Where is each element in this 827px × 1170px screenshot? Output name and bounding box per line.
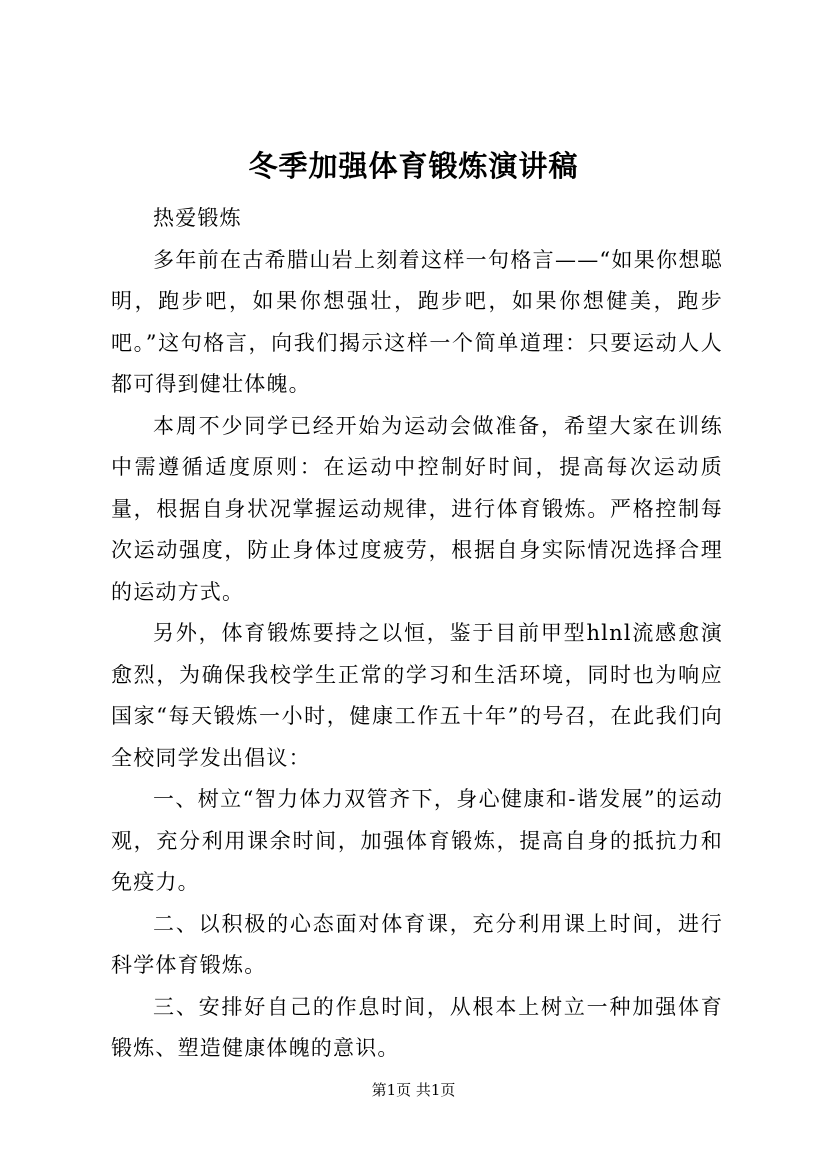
document-body [111, 198, 723, 1070]
page-footer: 第1页 共1页 [371, 1081, 456, 1099]
paragraph: 本周不少同学已经开始为运动会做准备，希望大家在训练中需遵循适度原则：在运动中控制好时间，提高每次运动质量，根据自身状况掌握运动规律，进行体育锻炼。严格控制每次运动强度，防止身体过度疲劳，根据自身实际情况选择合理的运动方式。 [111, 413, 723, 604]
paragraph-heading: 热爱锻炼 [153, 206, 242, 230]
document-title: 冬季加强体育锻炼演讲稿 [248, 149, 579, 183]
paragraph: 三、安排好自己的作息时间，从根本上树立一种加强体育锻炼、塑造健康体魄的意识。 [111, 994, 723, 1060]
paragraph: 二、以积极的心态面对体育课，充分利用课上时间，进行科学体育锻炼。 [111, 911, 723, 977]
paragraph: 另外，体育锻炼要持之以恒，鉴于目前甲型hlnl流感愈演愈烈，为确保我校学生正常的学习和生活环境，同时也为响应国家“每天锻炼一小时，健康工作五十年”的号召，在此我们向全校同学发出倡议： [111, 621, 723, 770]
paragraph: 多年前在古希腊山岩上刻着这样一句格言——“如果你想聪明，跑步吧，如果你想强壮，跑步吧，如果你想健美，跑步吧。”这句格言，向我们揭示这样一个简单道理：只要运动人人都可得到健壮体魄。 [111, 247, 723, 396]
paragraph: 一、树立“智力体力双管齐下，身心健康和-谐发展”的运动观，充分利用课余时间，加强体育锻炼，提高自身的抵抗力和免疫力。 [111, 787, 723, 894]
